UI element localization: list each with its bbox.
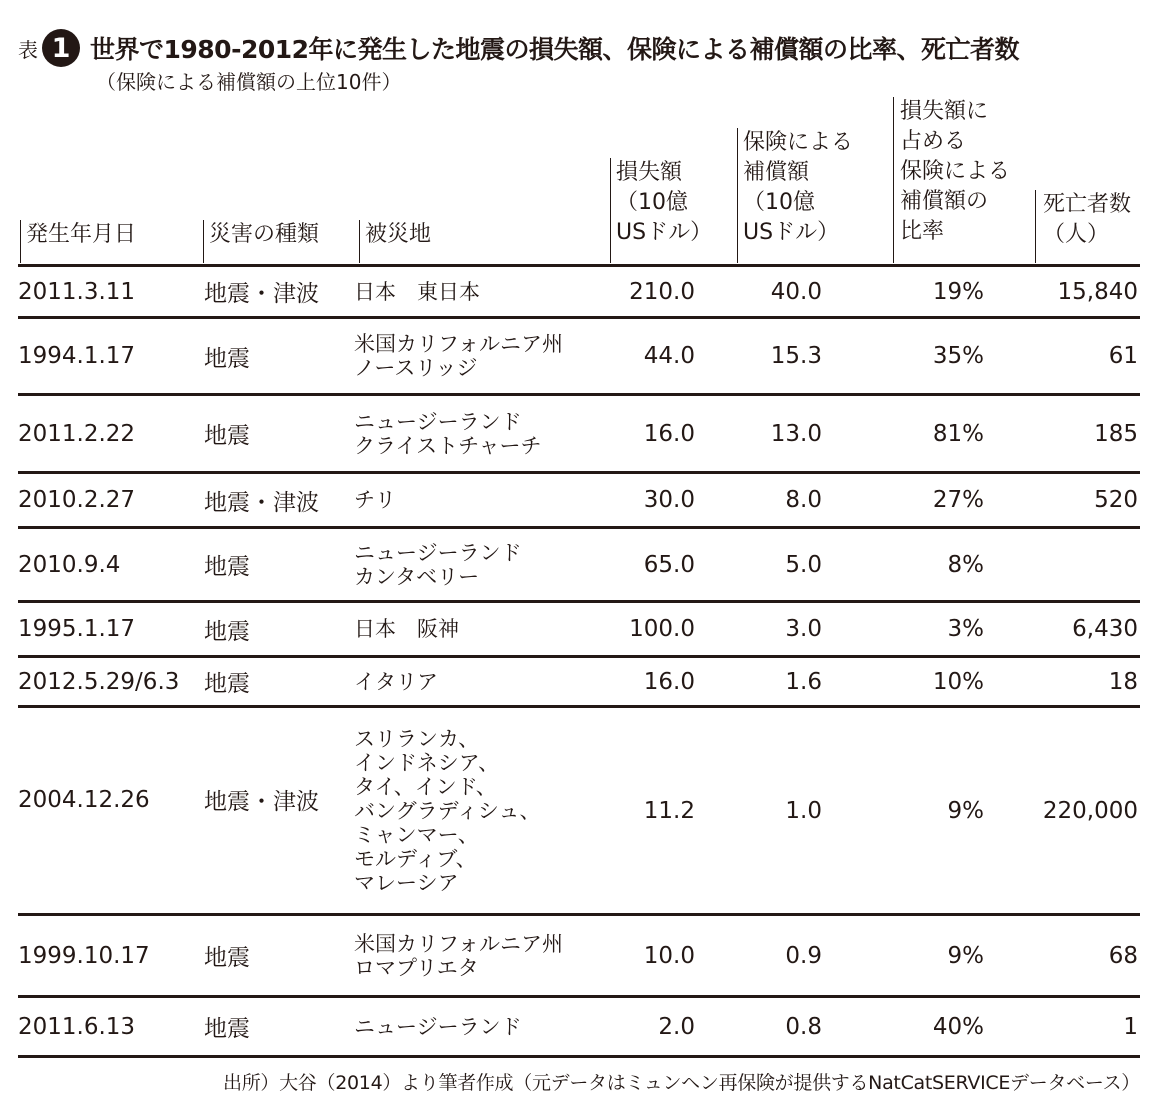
place-line: 米国カリフォルニア州 — [354, 332, 563, 356]
cell-ratio: 81% — [932, 420, 984, 447]
place-line: 日本 東日本 — [354, 279, 480, 304]
place-line: チリ — [354, 488, 396, 512]
cell-deaths: 15,840 — [1057, 278, 1138, 305]
table-row — [18, 474, 1140, 526]
cell-loss: 100.0 — [629, 616, 695, 642]
cell-place — [354, 396, 614, 471]
header-deaths — [1043, 190, 1131, 250]
cell-insured: 40.0 — [770, 278, 822, 305]
cell-date: 2011.2.22 — [18, 420, 136, 447]
place-line: ニュージーランド — [354, 1014, 522, 1039]
cell-deaths: 520 — [1094, 487, 1138, 513]
cell-place — [354, 708, 614, 913]
header-ratio-line: 占める — [900, 129, 967, 154]
cell-insured: 1.6 — [785, 668, 822, 695]
cell-ratio: 40% — [932, 1013, 984, 1040]
cell-type: 地震 — [204, 423, 250, 449]
cell-type: 地震 — [204, 671, 250, 697]
table-row — [18, 916, 1140, 995]
cell-type: 地震・津波 — [204, 281, 319, 307]
table-row — [18, 658, 1140, 705]
place-line: スリランカ、 — [354, 726, 480, 751]
place-line: タイ、インド、 — [354, 774, 497, 799]
cell-deaths — [1008, 529, 1138, 600]
header-ratio-line: 保険による — [900, 159, 1011, 184]
cell-date: 2011.6.13 — [18, 1013, 136, 1040]
header-date-line: 発生年月日 — [26, 222, 137, 247]
header-type-line: 災害の種類 — [209, 222, 320, 247]
cell-place — [354, 998, 614, 1055]
table-row — [18, 998, 1140, 1055]
header-insured-line: USドル） — [743, 220, 840, 245]
cell-type: 地震・津波 — [204, 789, 319, 815]
cell-ratio: 35% — [932, 343, 984, 369]
header-date — [26, 220, 136, 250]
table-row — [18, 708, 1140, 913]
table-row — [18, 529, 1140, 600]
header-place-line: 被災地 — [365, 222, 432, 247]
cell-loss: 210.0 — [629, 278, 695, 305]
table-title: 世界で1980-2012年に発生した地震の損失額、保険による補償額の比率、死亡者数 — [90, 35, 1020, 64]
place-line: ニュージーランド — [354, 540, 522, 565]
cell-insured: 15.3 — [770, 343, 822, 369]
header-divider-insured — [737, 128, 738, 263]
cell-ratio: 9% — [947, 942, 984, 969]
header-ratio-line: 補償額の — [900, 189, 989, 214]
cell-place — [354, 658, 614, 705]
cell-loss: 65.0 — [643, 551, 695, 578]
header-divider-deaths — [1035, 190, 1036, 263]
cell-insured: 5.0 — [785, 551, 822, 578]
cell-type: 地震 — [204, 554, 250, 580]
place-line: イタリア — [354, 669, 438, 694]
header-divider-ratio — [893, 97, 894, 263]
header-divider-place — [359, 220, 360, 263]
cell-insured: 0.9 — [785, 942, 822, 969]
header-deaths-line: （人） — [1043, 222, 1110, 247]
cell-loss: 10.0 — [643, 942, 695, 969]
cell-date: 2011.3.11 — [18, 278, 136, 305]
header-ratio-line: 比率 — [900, 219, 945, 244]
header-loss-line: （10億 — [616, 190, 688, 215]
cell-deaths: 1 — [1123, 1013, 1138, 1040]
table-row — [18, 267, 1140, 316]
cell-insured: 3.0 — [785, 616, 822, 642]
cell-ratio: 8% — [947, 551, 984, 578]
table-bottom-rule — [18, 1055, 1140, 1058]
cell-ratio: 3% — [947, 616, 984, 642]
cell-ratio: 19% — [932, 278, 984, 305]
cell-place — [354, 603, 614, 655]
cell-loss: 16.0 — [643, 668, 695, 695]
cell-type: 地震 — [204, 345, 250, 372]
place-line: クライストチャーチ — [354, 433, 542, 458]
place-line: ノースリッジ — [354, 356, 478, 380]
cell-insured: 13.0 — [770, 420, 822, 447]
cell-insured: 1.0 — [785, 797, 822, 824]
place-line: 日本 阪神 — [354, 617, 459, 641]
header-insured-line: 補償額 — [743, 160, 810, 185]
place-line: ロマプリエタ — [354, 955, 479, 980]
cell-type: 地震 — [204, 618, 250, 645]
cell-deaths: 68 — [1108, 942, 1138, 969]
table-title-row — [18, 30, 1019, 66]
table-row — [18, 603, 1140, 655]
cell-type: 地震 — [204, 1016, 250, 1042]
place-line: カンタベリー — [354, 564, 480, 589]
header-loss — [616, 158, 712, 248]
cell-ratio: 27% — [932, 487, 984, 513]
cell-date: 2012.5.29/6.3 — [18, 668, 180, 695]
place-line: インドネシア、 — [354, 750, 500, 775]
header-ratio-line: 損失額に — [900, 99, 989, 124]
table-label: 表 — [18, 37, 38, 62]
cell-insured: 8.0 — [785, 487, 822, 513]
cell-date: 2004.12.26 — [18, 786, 150, 813]
cell-place — [354, 319, 614, 393]
table-row — [18, 319, 1140, 393]
cell-ratio: 9% — [947, 797, 984, 824]
cell-loss: 2.0 — [658, 1013, 695, 1040]
header-insured-line: 保険による — [743, 130, 854, 155]
cell-place — [354, 916, 614, 995]
header-divider-loss — [610, 158, 611, 263]
cell-insured: 0.8 — [785, 1013, 822, 1040]
header-loss-line: USドル） — [616, 220, 713, 245]
source-note: 出所）大谷（2014）より筆者作成（元データはミュンヘン再保険が提供するNatCatSERVICEデータベース） — [223, 1072, 1140, 1094]
cell-loss: 30.0 — [643, 487, 695, 513]
table-number-badge: 1 — [42, 29, 80, 67]
cell-loss: 16.0 — [643, 420, 695, 447]
header-divider-type — [203, 220, 204, 263]
cell-deaths: 6,430 — [1072, 616, 1138, 642]
table-row — [18, 396, 1140, 471]
cell-date: 2010.9.4 — [18, 551, 121, 578]
cell-place — [354, 529, 614, 600]
cell-type: 地震・津波 — [204, 489, 319, 516]
table-subtitle: （保険による補償額の上位10件） — [96, 70, 402, 94]
header-loss-line: 損失額 — [616, 160, 683, 185]
cell-date: 1994.1.17 — [18, 343, 136, 369]
cell-date: 2010.2.27 — [18, 487, 136, 513]
header-insured — [743, 128, 853, 248]
header-ratio — [900, 97, 1010, 247]
cell-loss: 44.0 — [643, 343, 695, 369]
cell-deaths: 220,000 — [1042, 797, 1138, 824]
place-line: 米国カリフォルニア州 — [354, 931, 563, 956]
place-line: マレーシア — [354, 870, 459, 895]
place-line: ニュージーランド — [354, 409, 522, 434]
cell-ratio: 10% — [932, 668, 984, 695]
place-line: モルディブ、 — [354, 846, 477, 871]
cell-type: 地震 — [204, 945, 250, 971]
header-divider-date — [20, 220, 21, 263]
cell-deaths: 18 — [1108, 668, 1138, 695]
cell-deaths: 185 — [1094, 420, 1138, 447]
header-place — [365, 220, 431, 250]
cell-date: 1999.10.17 — [18, 942, 150, 969]
header-insured-line: （10億 — [743, 190, 815, 215]
place-line: ミャンマー、 — [354, 822, 479, 847]
cell-loss: 11.2 — [643, 797, 695, 824]
cell-place — [354, 474, 614, 526]
place-line: バングラディシュ、 — [354, 798, 541, 823]
header-type — [209, 220, 319, 250]
cell-place — [354, 267, 614, 316]
cell-date: 1995.1.17 — [18, 616, 136, 642]
cell-deaths: 61 — [1108, 343, 1138, 369]
header-deaths-line: 死亡者数 — [1043, 192, 1132, 217]
